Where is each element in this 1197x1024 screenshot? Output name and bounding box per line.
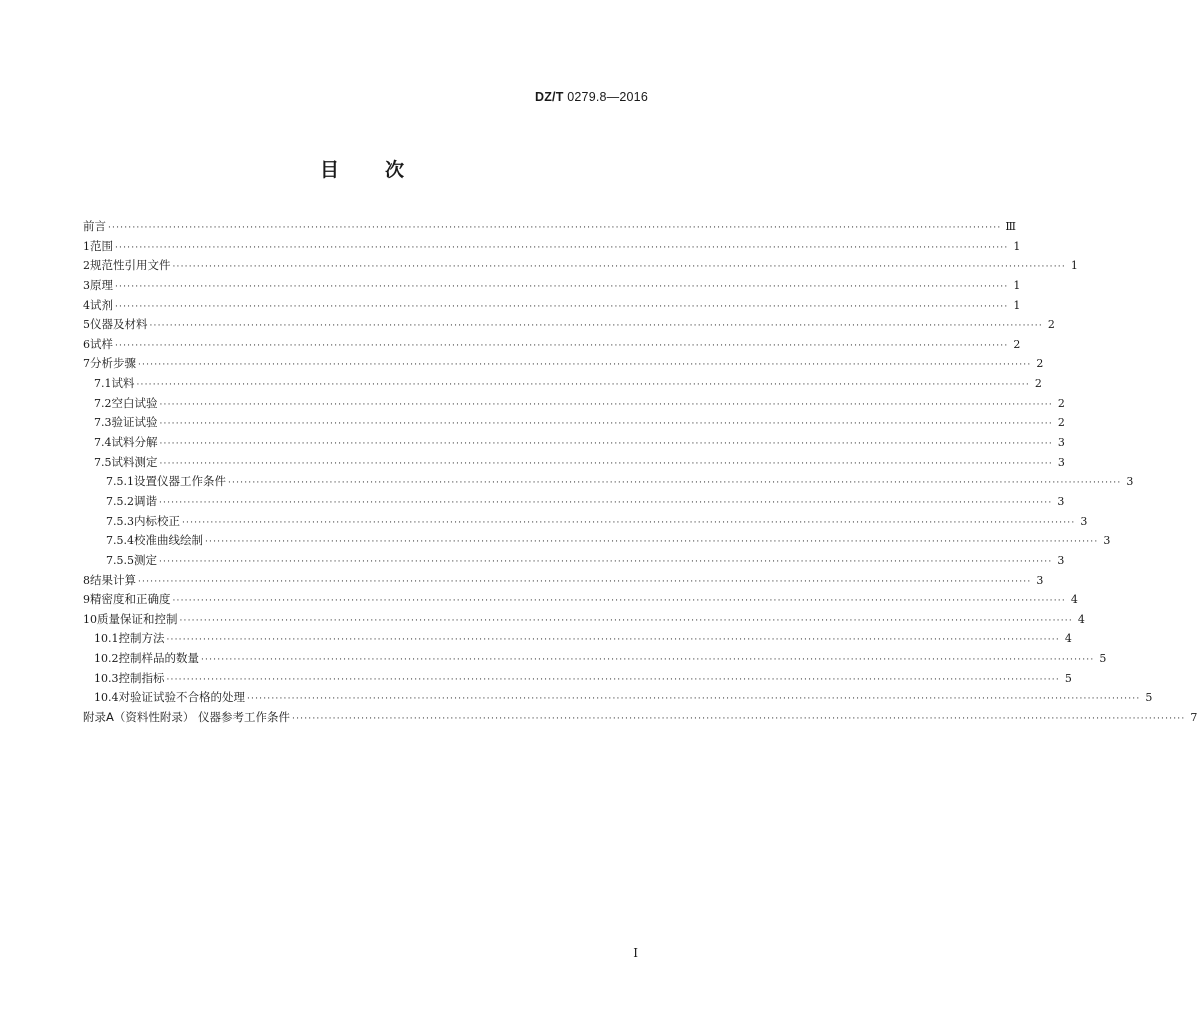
- toc-entry-label: 结果计算: [90, 572, 136, 587]
- toc-entry-label: 内标校正: [134, 513, 180, 528]
- toc-leader-dots: ····························································································································································································································: [159, 419, 1053, 430]
- toc-leader-dots: ····························································································································································································································: [115, 281, 1009, 292]
- toc-entry-number: 4: [83, 298, 90, 312]
- toc-entry-label: 试剂: [90, 297, 113, 312]
- toc-leader-dots: ····························································································································································································································: [115, 242, 1009, 253]
- toc-entry-number: 7.1: [94, 377, 112, 391]
- toc-entry-label: 验证试验: [111, 415, 158, 430]
- standard-code-prefix: DZ/T: [534, 90, 564, 104]
- toc-entry-number: 8: [83, 573, 90, 587]
- toc-entry-page: 2: [1013, 337, 1021, 351]
- toc-entry-label: 控制方法: [118, 631, 165, 646]
- toc-entry-number: 5: [83, 318, 90, 332]
- page-title-char-1: 目: [319, 159, 339, 181]
- toc-leader-dots: ····························································································································································································································: [138, 360, 1032, 371]
- toc-entry-page: 4: [1077, 612, 1085, 626]
- toc-entry[interactable]: [83, 611, 1085, 631]
- toc-entry-page: 4: [1070, 593, 1078, 607]
- toc-entry[interactable]: [83, 218, 1016, 238]
- toc-entry[interactable]: [83, 355, 1044, 375]
- toc-entry-number: 7.5.4: [106, 534, 134, 548]
- toc-entry-page: 2: [1057, 416, 1065, 430]
- toc-entry[interactable]: [83, 572, 1044, 592]
- toc-entry-number: 7.4: [94, 436, 112, 450]
- toc-leader-dots: ····························································································································································································································: [159, 458, 1053, 469]
- toc-entry-number: 3: [83, 278, 90, 292]
- toc-entry[interactable]: [83, 591, 1078, 611]
- toc-leader-dots: ····························································································································································································································: [136, 380, 1030, 391]
- toc-entry-number: 7.5.2: [106, 494, 134, 508]
- toc-entry-number: 10.3: [94, 671, 119, 685]
- toc-leader-dots: ····························································································································································································································: [115, 301, 1009, 312]
- toc-entry-label: 调谐: [134, 493, 157, 508]
- toc-entry-page: 2: [1057, 396, 1065, 410]
- toc-entry[interactable]: [83, 630, 1072, 650]
- toc-leader-dots: ····························································································································································································································: [159, 439, 1053, 450]
- toc-entry-page: 1: [1013, 298, 1021, 312]
- toc-entry-number: 10.4: [94, 691, 119, 705]
- toc-entry-label: 对验证试验不合格的处理: [118, 690, 245, 705]
- toc-entry-label: 设置仪器工作条件: [134, 474, 226, 489]
- toc-leader-dots: ····························································································································································································································: [108, 223, 1002, 233]
- toc-entry[interactable]: [83, 513, 1088, 533]
- toc-entry-number: 7.3: [94, 416, 112, 430]
- page-number: Ⅰ: [633, 946, 638, 960]
- toc-entry[interactable]: [83, 336, 1021, 356]
- toc-entry-label: 分析步骤: [90, 356, 136, 371]
- toc-entry-page: 5: [1099, 652, 1107, 666]
- toc-entry[interactable]: [83, 277, 1021, 297]
- toc-leader-dots: ····························································································································································································································: [228, 478, 1122, 489]
- toc-entry-page: 2: [1047, 318, 1055, 332]
- toc-entry-page: 3: [1103, 534, 1111, 548]
- toc-entry-page: 2: [1036, 357, 1044, 371]
- toc-entry-label: 校准曲线绘制: [134, 533, 203, 548]
- toc-entry-number: 10.1: [94, 632, 119, 646]
- toc-entry-label: 质量保证和控制: [97, 611, 178, 626]
- toc-entry-label: 试料测定: [111, 454, 158, 469]
- toc-entry[interactable]: [83, 689, 1153, 709]
- toc-entry[interactable]: [83, 434, 1065, 454]
- toc-entry-label: 仪器及材料: [90, 317, 148, 332]
- toc-entry[interactable]: [83, 650, 1107, 670]
- toc-leader-dots: ····························································································································································································································: [159, 497, 1053, 508]
- toc-entry-number: 7.5.1: [106, 475, 134, 489]
- toc-entry[interactable]: [83, 297, 1021, 317]
- toc-entry[interactable]: [83, 257, 1078, 277]
- toc-entry-page: 1: [1013, 278, 1021, 292]
- toc-entry[interactable]: [83, 375, 1042, 395]
- toc-entry-number: 7.5.5: [106, 553, 134, 567]
- toc-entry-label: 控制样品的数量: [118, 651, 199, 666]
- toc-entry-number: 1: [83, 239, 90, 253]
- toc-entry[interactable]: [83, 532, 1111, 552]
- toc-entry-page: 1: [1013, 239, 1021, 253]
- toc-entry[interactable]: [83, 709, 1197, 729]
- toc-entry-label: 前言: [83, 219, 106, 233]
- toc-leader-dots: ····························································································································································································································: [149, 321, 1043, 332]
- standard-code: [535, 90, 648, 104]
- toc-entry[interactable]: [83, 552, 1065, 572]
- toc-entry[interactable]: [83, 238, 1021, 258]
- toc-leader-dots: ····························································································································································································································: [166, 674, 1060, 685]
- toc-entry-page: 4: [1064, 632, 1072, 646]
- toc-entry-label: 试料分解: [111, 435, 158, 450]
- toc-leader-dots: ····························································································································································································································: [182, 517, 1076, 528]
- toc-entry-number: 7.2: [94, 396, 112, 410]
- toc-entry-number: 7: [83, 357, 90, 371]
- toc-entry-page: 7: [1190, 711, 1197, 725]
- toc-entry-label: 测定: [134, 552, 157, 567]
- table-of-contents: [83, 218, 1197, 729]
- toc-leader-dots: ····························································································································································································································: [179, 615, 1073, 626]
- toc-leader-dots: ····························································································································································································································: [247, 694, 1141, 705]
- toc-leader-dots: ····························································································································································································································: [166, 635, 1060, 646]
- toc-entry-page: 3: [1057, 553, 1065, 567]
- toc-entry-number: 6: [83, 337, 90, 351]
- toc-leader-dots: ····························································································································································································································: [205, 537, 1099, 548]
- toc-entry-number: 10.2: [94, 652, 119, 666]
- toc-entry-page: 3: [1126, 475, 1134, 489]
- toc-leader-dots: ····························································································································································································································: [115, 340, 1009, 351]
- toc-entry-label: 试料: [111, 376, 135, 391]
- toc-entry[interactable]: [83, 493, 1065, 513]
- toc-leader-dots: ····························································································································································································································: [172, 262, 1066, 273]
- toc-entry-label: 原理: [90, 277, 113, 292]
- toc-entry-page: 3: [1057, 455, 1065, 469]
- toc-entry-label: 精密度和正确度: [90, 592, 171, 607]
- page-title: [0, 155, 724, 182]
- toc-entry-label: 控制指标: [118, 670, 165, 685]
- toc-entry-label: 范围: [90, 238, 113, 253]
- toc-entry-label: 附录A（资料性附录） 仪器参考工作条件: [83, 710, 291, 725]
- toc-entry-page: 5: [1145, 691, 1153, 705]
- toc-entry[interactable]: [83, 670, 1072, 690]
- toc-entry-page: 3: [1057, 436, 1065, 450]
- toc-entry-page: 1: [1070, 259, 1078, 273]
- toc-entry[interactable]: [83, 395, 1065, 415]
- toc-entry[interactable]: [83, 473, 1134, 493]
- toc-entry-number: 9: [83, 593, 90, 607]
- toc-entry-label: 空白试验: [111, 395, 158, 410]
- toc-leader-dots: ····························································································································································································································: [201, 655, 1095, 666]
- toc-entry-number: 7.5: [94, 455, 112, 469]
- toc-entry[interactable]: [83, 414, 1065, 434]
- toc-entry-page: Ⅲ: [1005, 220, 1016, 233]
- toc-leader-dots: ····························································································································································································································: [159, 399, 1053, 410]
- toc-leader-dots: ····························································································································································································································: [138, 576, 1032, 587]
- toc-entry[interactable]: [83, 316, 1055, 336]
- toc-entry-page: 2: [1034, 377, 1042, 391]
- toc-leader-dots: ····························································································································································································································: [159, 556, 1053, 567]
- toc-entry-page: 3: [1057, 494, 1065, 508]
- toc-entry-number: 2: [83, 259, 90, 273]
- toc-entry-number: 7.5.3: [106, 514, 134, 528]
- toc-entry-page: 5: [1064, 671, 1072, 685]
- toc-entry-label: 试样: [90, 336, 113, 351]
- toc-entry-label: 规范性引用文件: [90, 258, 171, 273]
- toc-leader-dots: ····························································································································································································································: [292, 714, 1186, 725]
- standard-code-number: 0279.8—2016: [567, 90, 648, 104]
- toc-leader-dots: ····························································································································································································································: [172, 596, 1066, 607]
- toc-entry-number: 10: [83, 612, 97, 626]
- toc-entry[interactable]: [83, 454, 1065, 474]
- page-title-char-2: 次: [385, 159, 405, 181]
- toc-entry-page: 3: [1036, 573, 1044, 587]
- toc-entry-page: 3: [1080, 514, 1088, 528]
